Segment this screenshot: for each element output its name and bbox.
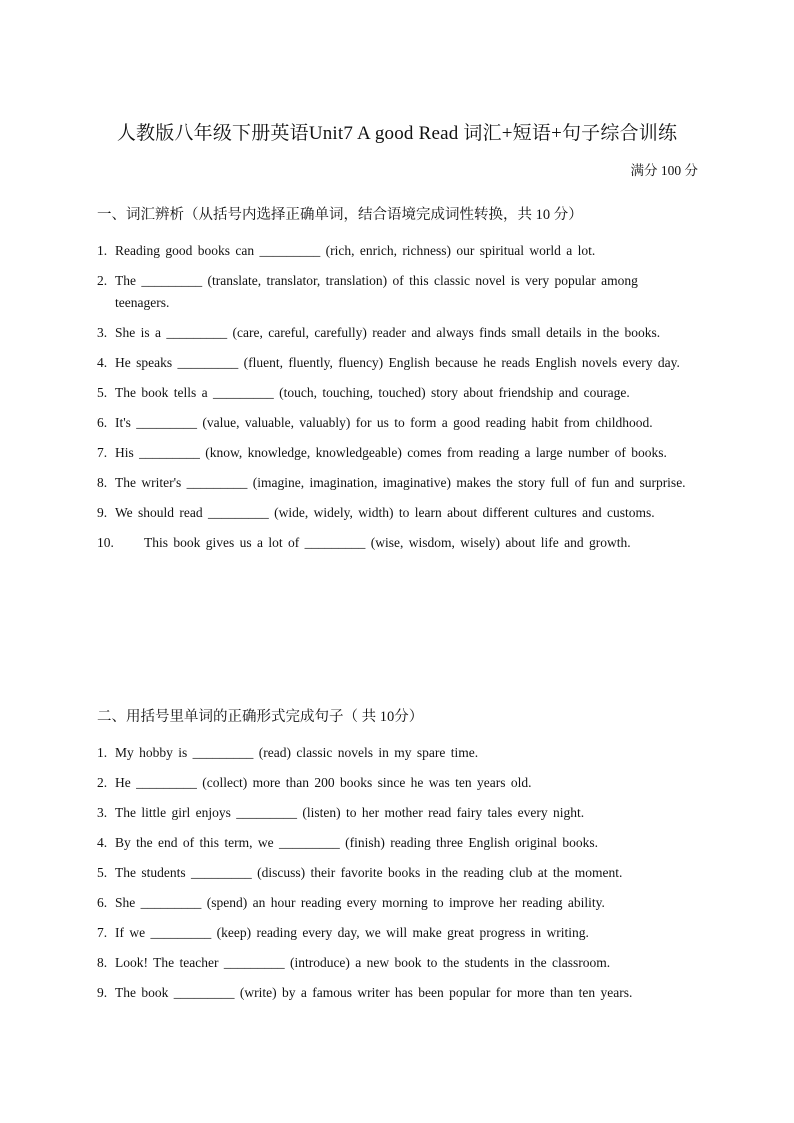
question-number: 2. bbox=[97, 775, 108, 790]
question-item bbox=[97, 502, 697, 524]
question-item bbox=[97, 982, 697, 1004]
section-heading: 一、词汇辨析（从括号内选择正确单词，结合语境完成词性转换，共 10 分） bbox=[97, 207, 583, 223]
question-number: 3. bbox=[97, 325, 108, 340]
question-item bbox=[97, 322, 697, 344]
question-number: 3. bbox=[97, 805, 108, 820]
question-item bbox=[97, 862, 697, 884]
question-text: He speaks _________ (fluent, fluently, fluency) English because he reads English novels every day. bbox=[115, 355, 680, 370]
section-word-forms bbox=[97, 706, 697, 1012]
question-text: The _________ (translate, translator, translation) of this classic novel is very popular among teenagers. bbox=[115, 273, 638, 310]
question-item bbox=[97, 240, 697, 262]
section-vocabulary bbox=[97, 204, 697, 562]
question-text: She is a _________ (care, careful, carefully) reader and always finds small details in the books. bbox=[115, 325, 661, 340]
page-title: 人教版八年级下册英语Unit7 A good Read 词汇+短语+句子综合训练 bbox=[116, 123, 678, 144]
question-text: This book gives us a lot of _________ (wise, wisdom, wisely) about life and growth. bbox=[144, 535, 631, 550]
question-number: 5. bbox=[97, 865, 108, 880]
question-number: 9. bbox=[97, 505, 108, 520]
question-text: She _________ (spend) an hour reading every morning to improve her reading ability. bbox=[115, 895, 605, 910]
question-number: 1. bbox=[97, 745, 108, 760]
question-number: 8. bbox=[97, 955, 108, 970]
question-item bbox=[97, 442, 697, 464]
question-number: 4. bbox=[97, 355, 108, 370]
question-number: 9. bbox=[97, 985, 108, 1000]
question-text: It's _________ (value, valuable, valuably) for us to form a good reading habit from childhood. bbox=[115, 415, 653, 430]
question-item bbox=[97, 832, 697, 854]
question-text: The little girl enjoys _________ (listen) to her mother read fairy tales every night. bbox=[115, 805, 585, 820]
question-text: The students _________ (discuss) their favorite books in the reading club at the moment. bbox=[115, 865, 623, 880]
question-text: We should read _________ (wide, widely, width) to learn about different cultures and customs. bbox=[115, 505, 655, 520]
question-item bbox=[97, 270, 697, 314]
question-text: By the end of this term, we _________ (finish) reading three English original books. bbox=[115, 835, 599, 850]
question-number: 7. bbox=[97, 445, 108, 460]
question-text: If we _________ (keep) reading every day, we will make great progress in writing. bbox=[115, 925, 589, 940]
question-number: 6. bbox=[97, 895, 108, 910]
question-item bbox=[97, 472, 697, 494]
question-text: The writer's _________ (imagine, imagination, imaginative) makes the story full of fun and surprise. bbox=[115, 475, 686, 490]
question-item bbox=[97, 382, 697, 404]
question-number: 8. bbox=[97, 475, 108, 490]
question-text: The book tells a _________ (touch, touching, touched) story about friendship and courage. bbox=[115, 385, 630, 400]
question-text: Look! The teacher _________ (introduce) a new book to the students in the classroom. bbox=[115, 955, 611, 970]
full-score-label: 满分 100 分 bbox=[630, 163, 698, 178]
question-item bbox=[97, 352, 697, 374]
question-number: 1. bbox=[97, 243, 108, 258]
question-text: He _________ (collect) more than 200 books since he was ten years old. bbox=[115, 775, 532, 790]
question-number: 4. bbox=[97, 835, 108, 850]
question-item bbox=[97, 952, 697, 974]
question-item bbox=[97, 922, 697, 944]
question-number: 5. bbox=[97, 385, 108, 400]
question-number: 10. bbox=[97, 535, 114, 550]
question-text: Reading good books can _________ (rich, enrich, richness) our spiritual world a lot. bbox=[115, 243, 596, 258]
question-text: His _________ (know, knowledge, knowledgeable) comes from reading a large number of books. bbox=[115, 445, 667, 460]
question-item bbox=[97, 532, 697, 554]
question-text: My hobby is _________ (read) classic novels in my spare time. bbox=[115, 745, 479, 760]
question-item bbox=[97, 412, 697, 434]
question-item bbox=[97, 892, 697, 914]
question-item bbox=[97, 742, 697, 764]
question-number: 7. bbox=[97, 925, 108, 940]
question-number: 6. bbox=[97, 415, 108, 430]
section-heading: 二、用括号里单词的正确形式完成句子（ 共 10分） bbox=[97, 709, 424, 725]
question-item bbox=[97, 772, 697, 794]
question-text: The book _________ (write) by a famous writer has been popular for more than ten years. bbox=[115, 985, 633, 1000]
question-item bbox=[97, 802, 697, 824]
question-number: 2. bbox=[97, 273, 108, 288]
